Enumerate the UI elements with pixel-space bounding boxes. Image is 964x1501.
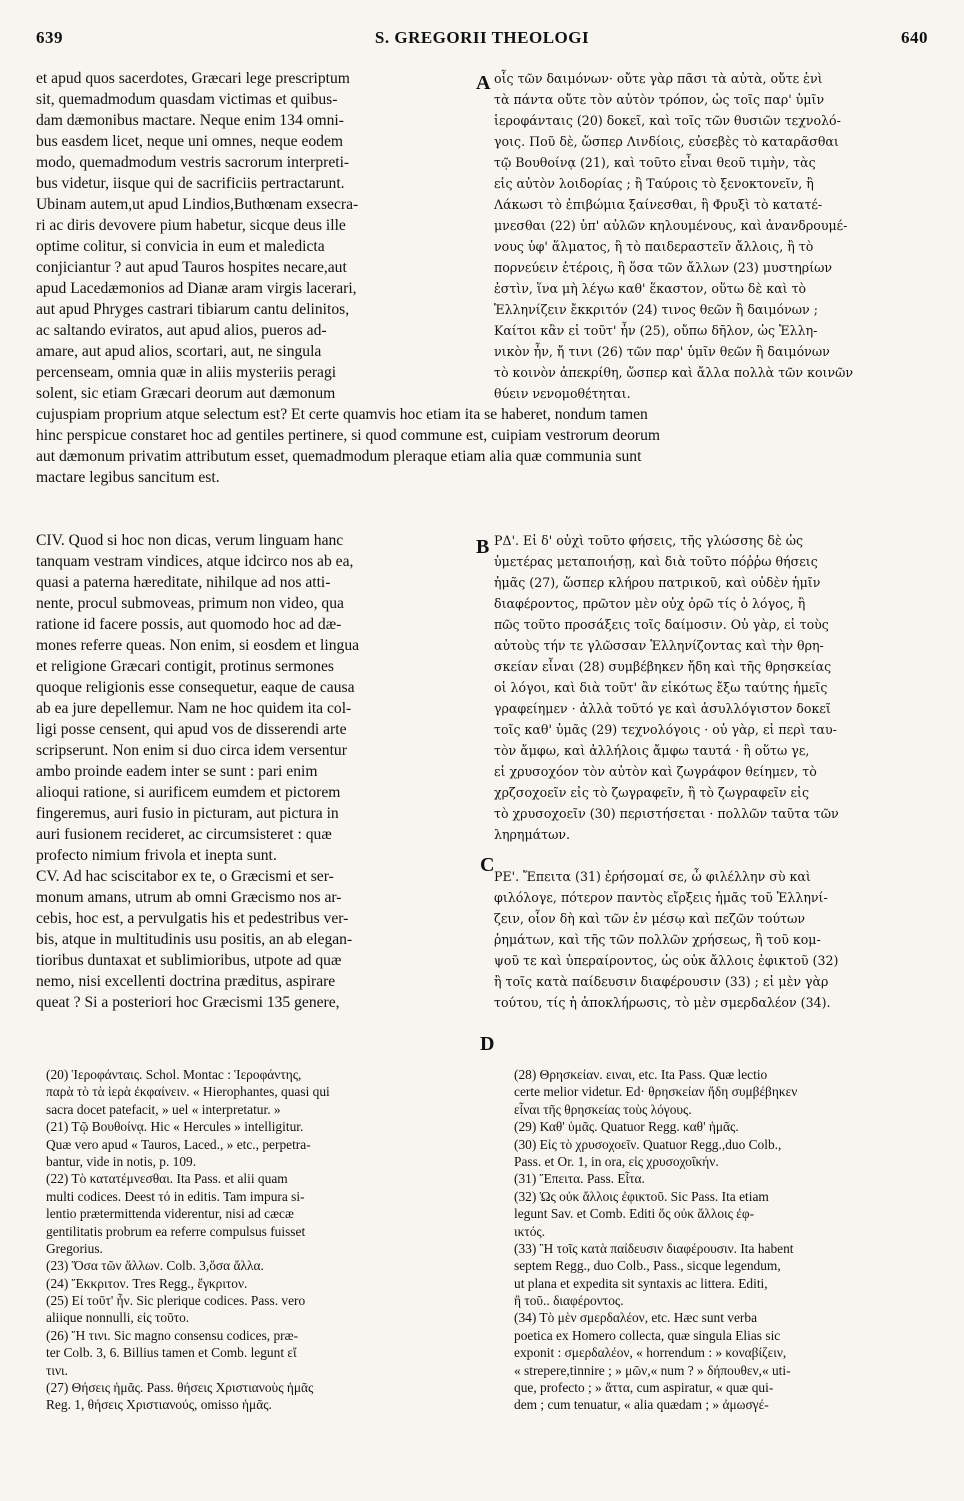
latin-line: bus easdem licet, neque uni omnes, neque eodem	[36, 133, 344, 150]
greek-line: τὰ πάντα οὔτε τὸν αὐτὸν τρόπον, ὡς τοῖς παρ' ὑμῖν	[494, 92, 825, 107]
footnote-line: (28) Θρησκείαν. ειναι, etc. Ita Pass. Quæ lectio	[514, 1067, 768, 1082]
section-marker-c: C	[480, 854, 495, 876]
latin-column-top	[36, 68, 476, 404]
footnote-line: Pass. et Or. 1, in ora, εἰς χρυσοχοΐκήν.	[514, 1153, 719, 1169]
greek-line: ΡΕ'. Ἔπειτα (31) ἐρήσομαί σε, ὦ φιλέλλην σὺ καὶ	[494, 869, 811, 884]
footnote-line: ut plana et expedita sit syntaxis ac littera. Editi,	[514, 1275, 768, 1291]
footnote-line: (27) Θήσεις ἡμᾶς. Pass. θήσεις Χριστιανοὺς ἡμᾶς	[46, 1380, 314, 1396]
greek-line: τὸ κοινὸν ἀπεκρίθη, ὥσπερ καὶ ἄλλα πολλὰ τῶν κοινῶν	[494, 365, 854, 380]
latin-line: queat ? Si a posteriori hoc Græcismi 135 genere,	[36, 994, 340, 1011]
greek-line: ἐστὶν, ἵνα μὴ λέγω καθ' ἕκαστον, οὕτω δὲ καὶ τὸ	[494, 281, 807, 296]
latin-line: ratione id facere possis, aut quomodo hoc ad dæ-	[36, 616, 342, 633]
latin-line: profecto nimium frivola et inepta sunt.	[36, 847, 277, 864]
latin-line: aut apud Phryges castrari tibiarum cantu delinitos,	[36, 301, 350, 318]
greek-line: πῶς τοῦτο προσάξεις τοῖς δαίμοσιν. Οὐ γὰρ, εἰ τοὺς	[494, 617, 829, 632]
latin-line: alioqui ratione, si aurificem eumdem et pictorem	[36, 784, 341, 801]
footnote-line: multi codices. Deest τό in editis. Tam impura si-	[46, 1188, 305, 1204]
greek-line: Καίτοι κἂν εἰ τοῦτ' ἦν (25), οὔπω δῆλον, ὡς Ἑλλη-	[494, 323, 818, 338]
latin-line: cujuspiam proprium atque selectum est? Et certe quamvis hoc etiam ita se haberet, nondum tamen	[36, 406, 648, 423]
latin-line: fingeremus, auri fusio in picturam, aut pictura in	[36, 805, 339, 822]
footnote-line: poetica ex Homero collecta, quæ singula Elias sic	[514, 1327, 781, 1343]
footnote-line: ter Colb. 3, 6. Billius tamen et Comb. legunt εἴ	[46, 1345, 297, 1361]
greek-line: σκείαν εἶναι (28) συμβέβηκεν ἤδη καὶ τῆς θρησκείας	[494, 659, 832, 674]
latin-line: conjiciantur ? aut apud Tauros hospites necare,aut	[36, 259, 347, 276]
footnote-line: εἶναι τῆς θρησκείας τοὺς λόγους.	[514, 1101, 692, 1117]
greek-line: οἱ λόγοι, καὶ διὰ τοῦτ' ἂν εἰκότως ἔξω ταύτης ἡμεῖς	[494, 680, 828, 695]
footnote-line: Reg. 1, θήσεις Χριστιανούς, omisso ἡμᾶς.	[46, 1397, 272, 1413]
latin-line: dam dæmonibus mactare. Neque enim 134 omni-	[36, 112, 344, 129]
greek-line: ζειν, οἷον δὴ καὶ τῶν ἐν μέσῳ καὶ πεζῶν τούτων	[494, 911, 806, 926]
footnote-line: septem Regg., duo Colb., Pass., sicque legendum,	[514, 1258, 781, 1274]
section-marker-b: B	[476, 536, 490, 558]
latin-line: ac saltando eviratos, aut apud alios, pueros ad-	[36, 322, 327, 339]
greek-line: ψοῦ τε καὶ ὑπεραίροντος, ὡς οὐκ ἄλλοις ἐφικτοῦ (32)	[494, 953, 839, 968]
greek-line: ῥημάτων, καὶ τῆς τῶν πολλῶν χρήσεως, ἢ τοῦ κομ-	[494, 932, 821, 947]
latin-line: auri fusionem recideret, ac circumsisteret : quæ	[36, 826, 332, 843]
greek-line: πορνεύειν ἑτέροις, ἢ ὅσα τῶν ἄλλων (23) μυστηρίων	[494, 260, 833, 275]
greek-line: Ἑλληνίζειν ἔκκριτόν (24) τινος θεῶν ἢ δαιμόνων ;	[494, 302, 818, 317]
page-header	[36, 28, 928, 62]
latin-line: mactare legibus sancitum est.	[36, 469, 220, 486]
latin-line: cebis, hoc est, a pervulgatis his et pedestribus ver-	[36, 910, 349, 927]
latin-line: aut dæmonum privatim attributum esset, quemadmodum pleraque etiam alia quæ communia sunt	[36, 448, 642, 465]
latin-line: tanquam vestram vindices, atque idcirco nos ab ea,	[36, 553, 354, 570]
footnote-line: τινι.	[46, 1362, 68, 1378]
greek-line: τὸν ἄμφω, καὶ ἀλλήλοις ἄμφω ταυτά · ἢ οὕτω γε,	[494, 743, 810, 758]
greek-line: τοῖς καθ' ὑμᾶς (29) τεχνολόγοις · οὐ γὰρ, εἰ περὶ ταυ-	[494, 722, 837, 737]
footnotes-left	[46, 1066, 476, 1416]
latin-line: nente, procul submoveas, primum non video, qua	[36, 595, 344, 612]
greek-line: θύειν νενομοθέτηται.	[494, 386, 631, 401]
latin-line: hinc perspicue constaret hoc ad gentiles pertinere, si quod commune est, cuipiam vestrorum deorum	[36, 427, 660, 444]
footnote-line: (30) Εἰς τὸ χρυσοχοεῖν. Quatuor Regg.,duo Colb.,	[514, 1136, 782, 1152]
greek-line: ἡμᾶς (27), ὥσπερ κλήρου πατρικοῦ, καὶ οὐδὲν ἡμῖν	[494, 575, 821, 590]
latin-line: quoque religionis esse consequetur, eaque de causa	[36, 679, 355, 696]
greek-line: ληρημάτων.	[494, 827, 571, 842]
latin-line: monum amans, utrum ab omni Græcismo nos ar-	[36, 889, 342, 906]
footnote-line: ικτός.	[514, 1223, 546, 1239]
greek-line: ΡΔ'. Εἰ δ' οὐχὶ τοῦτο φήσεις, τῆς γλώσσης δὲ ὡς	[494, 533, 804, 548]
greek-line: εἰς αὐτὸν λοιδορίας ; ἢ Ταύροις τὸ ξενοκτονεῖν, ἢ	[494, 176, 814, 191]
greek-line: τῷ Βουθοίνᾳ (21), καὶ τοῦτο εἶναι θεοῦ τιμὴν, τὰς	[494, 155, 816, 170]
latin-line: bus videtur, iisque qui de sacrificiis pertractarunt.	[36, 175, 345, 192]
latin-line: modo, quemadmodum vestris sacrorum interpreti-	[36, 154, 350, 171]
footnote-line: (34) Τὸ μὲν σμερδαλέον, etc. Hæc sunt verba	[514, 1310, 758, 1326]
footnote-line: Quæ vero apud « Tauros, Laced., » etc., perpetra-	[46, 1136, 311, 1152]
greek-line: Λάκωσι τὸ ἐπιβώμια ξαίνεσθαι, ἢ Φρυξὶ τὸ κατατέ-	[494, 197, 823, 212]
greek-line: ἢ τοῖς κατὰ παίδευσιν διαφέρουσιν (33) ; εἰ μὲν γὰρ	[494, 974, 829, 989]
footnote-line: (32) Ὡς οὐκ ἄλλοις ἐφικτοῦ. Sic Pass. Ita etiam	[514, 1188, 769, 1204]
greek-line: τούτου, τίς ἡ ἀποκλήρωσις, τὸ μὲν σμερδαλέον (34).	[494, 995, 831, 1010]
greek-column-middle	[494, 530, 930, 1013]
footnote-line: παρὰ τὸ τὰ ἱερὰ ἐκφαίνειν. « Hierophantes, quasi qui	[46, 1084, 330, 1100]
latin-line: percenseam, omnia quæ in aliis mysteriis peragi	[36, 364, 337, 381]
document-page	[36, 28, 928, 1488]
footnote-line: (29) Καθ' ὑμᾶς. Quatuor Regg. καθ' ἡμᾶς.	[514, 1119, 739, 1135]
latin-line: CV. Ad hac sciscitabor ex te, o Græcismi et ser-	[36, 868, 334, 885]
right-page-number: 640	[901, 28, 928, 47]
greek-line: εἰ χρυσοχόον τὸν αὐτὸν καὶ ζωγράφον θείημεν, τὸ	[494, 764, 817, 779]
greek-line: οἷς τῶν δαιμόνων· οὔτε γὰρ πᾶσι τὰ αὐτὰ, οὔτε ἑνὶ	[494, 71, 823, 86]
full-width-lines	[36, 404, 928, 488]
footnote-line: exponit : σμερδαλέον, « horrendum : » κοναβίζειν,	[514, 1345, 787, 1361]
footnote-line: (33) Ἢ τοῖς κατὰ παίδευσιν διαφέρουσιν. Ita habent	[514, 1240, 794, 1256]
greek-line: νους ὑφ' ἅλματος, ἢ τὸ παιδεραστεῖν ἄλλοις, ἢ τὸ	[494, 239, 814, 254]
footnote-line: legunt Sav. et Comb. Editi ὅς οὐκ ἄλλοις ἐφ-	[514, 1206, 755, 1222]
greek-line: τὸ χρυσοχοεῖν (30) περιστήσεται · πολλῶν ταῦτα τῶν	[494, 806, 839, 821]
greek-line: γραφείημεν · ἀλλὰ τοῦτό γε καὶ ἀσυλλόγιστον δοκεῖ	[494, 701, 831, 716]
footnote-line: (20) Ἱεροφάνταις. Schol. Montac : Ἱεροφάντης,	[46, 1067, 302, 1082]
greek-line: νικὸν ἦν, ἤ τινι (26) τῶν παρ' ὑμῖν θεῶν ἢ δαιμόνων	[494, 344, 830, 359]
footnote-line: (23) Ὅσα τῶν ἄλλων. Colb. 3,ὅσα ἄλλα.	[46, 1258, 264, 1274]
greek-line: γοις. Ποῦ δὲ, ὥσπερ Λινδίοις, εὐσεβὲς τὸ καταρᾶσθαι	[494, 134, 839, 149]
latin-line: ab ea jure depellemur. Nam ne hoc quidem ita col-	[36, 700, 352, 717]
footnote-line: dem ; cum tenuatur, « alia quædam ; » ἀμωσγέ-	[514, 1397, 769, 1413]
latin-column-middle	[36, 530, 476, 1013]
footnote-line: « strepere,tinnire ; » μῶν,« num ? » δήπουθεν,« uti-	[514, 1362, 791, 1378]
latin-line: apud Lacedæmonios ad Dianæ aram virgis lacerari,	[36, 280, 357, 297]
footnote-line: certe melior videtur. Ed· θρησκείαν ἤδη συμβέβηκεν	[514, 1084, 798, 1100]
greek-line: χρζσοχοεῖν εἰς τὸ ζωγραφεῖν, ἢ τὸ ζωγραφεῖν εἰς	[494, 785, 810, 800]
greek-line: ὑμετέρας μεταποιήσῃ, καὶ διὰ τοῦτο πόῤῥω θήσεις	[494, 554, 818, 569]
footnotes-right	[514, 1066, 930, 1416]
footnote-line: bantur, vide in notis, p. 109.	[46, 1153, 197, 1169]
latin-line: CIV. Quod si hoc non dicas, verum linguam hanc	[36, 532, 344, 549]
left-page-number: 639	[36, 28, 63, 47]
running-title: S. GREGORII THEOLOGI	[374, 28, 590, 47]
footnote-line: (21) Τῷ Βουθοίνᾳ. Hic « Hercules » intelligitur.	[46, 1119, 304, 1135]
footnote-line: que, profecto ; » ἅττα, cum aspiratur, « quæ qui-	[514, 1380, 774, 1396]
greek-line: ἱεροφάνταις (20) δοκεῖ, καὶ τοῖς τῶν θυσιῶν τεχνολό-	[494, 113, 841, 128]
greek-line: διαφέροντος, πρῶτον μὲν οὐχ ὁρῶ τίς ὁ λόγος, ἢ	[494, 596, 806, 611]
latin-line: bis, atque in multitudinis usu positis, an ab elegan-	[36, 931, 353, 948]
footnote-line: sacra docet patefacit, » uel « interpretatur. »	[46, 1101, 281, 1117]
latin-line: et apud quos sacerdotes, Græcari lege prescriptum	[36, 70, 350, 87]
greek-line: φιλόλογε, πότερον παντὸς εἴρξεις ἡμᾶς τοῦ Ἑλληνί-	[494, 890, 828, 905]
latin-line: amare, aut apud alios, scortari, aut, ne singula	[36, 343, 322, 360]
latin-line: mones referre queas. Non enim, si eosdem et lingua	[36, 637, 360, 654]
footnote-line: (25) Εἰ τοῦτ' ἦν. Sic plerique codices. Pass. vero	[46, 1293, 306, 1309]
latin-line: ri ac diris devovere pium habetur, sicque deus ille	[36, 217, 346, 234]
greek-line: αὐτοὺς τήν τε γλῶσσαν Ἑλληνίζοντας καὶ τὴν θρη-	[494, 638, 824, 653]
footnote-line: (22) Τὸ κατατέμνεσθαι. Ita Pass. et alii quam	[46, 1171, 288, 1187]
footnote-line: (24) Ἔκκριτον. Tres Regg., ἔγκριτον.	[46, 1275, 248, 1291]
footnote-line: (31) Ἔπειτα. Pass. Εἶτα.	[514, 1171, 645, 1187]
latin-line: ambo proinde eadem inter se sunt : pari enim	[36, 763, 318, 780]
latin-line: et religione Græcari contigit, protinus sermones	[36, 658, 334, 675]
latin-line: nemo, nisi excellenti doctrina præditus, aspirare	[36, 973, 336, 990]
footnote-line: Gregorius.	[46, 1240, 103, 1256]
latin-line: ligi posse censent, qui apud vos de disserendi arte	[36, 721, 347, 738]
latin-line: tioribus duntaxat et sublimioribus, utpote ad quæ	[36, 952, 342, 969]
greek-line: μνεσθαι (22) ὑπ' αὐλῶν κηλουμένους, καὶ ἀνανδρουμέ-	[494, 218, 848, 233]
footnote-line: aliique nonnulli, εἰς τοῦτο.	[46, 1310, 190, 1326]
latin-line: sit, quemadmodum quasdam victimas et quibus-	[36, 91, 338, 108]
greek-column-top	[494, 68, 930, 404]
latin-line: Ubinam autem,ut apud Lindios,Buthœnam exsecra-	[36, 196, 359, 213]
latin-line: optime colitur, si convicia in eum et maledicta	[36, 238, 325, 255]
footnote-line: gentilitatis probrum ea referre compulsus fuisset	[46, 1223, 306, 1239]
section-marker-a: A	[476, 72, 491, 94]
footnote-line: lentio prætermittenda viderentur, nisi ad cæcæ	[46, 1206, 294, 1222]
greek-line	[494, 845, 930, 866]
footnote-line: ἢ τοῦ.. διαφέροντος.	[514, 1293, 624, 1309]
latin-line: quasi a paterna hæreditate, nihilque ad nos atti-	[36, 574, 331, 591]
footnote-line: (26) Ἤ τινι. Sic magno consensu codices, præ-	[46, 1327, 299, 1343]
latin-line: scripserunt. Non enim si duo circa idem versentur	[36, 742, 347, 759]
latin-line: solent, sic etiam Græcari deorum aut dæmonum	[36, 385, 336, 402]
section-marker-d: D	[480, 1033, 495, 1055]
